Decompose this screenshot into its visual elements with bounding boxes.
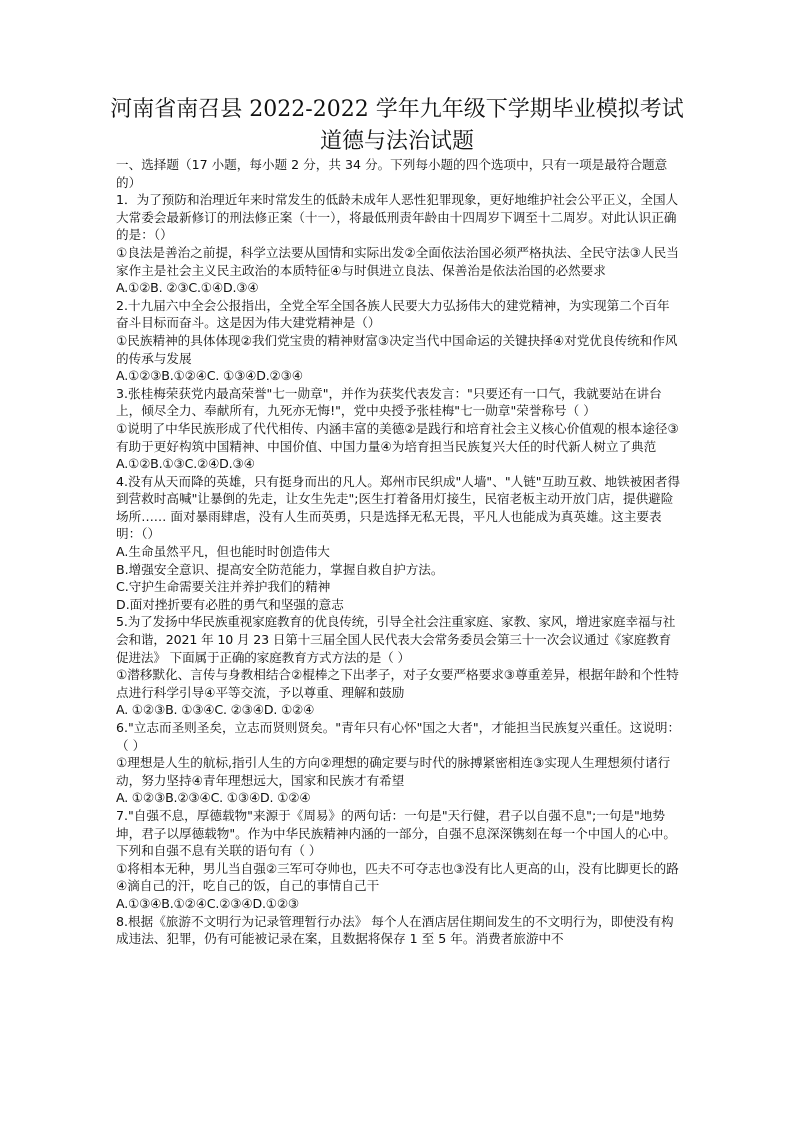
section-header: 一、选择题（17 小题，每小题 2 分，共 34 分。下列每小题的四个选项中，只有一项是最符合题意的） (116, 157, 668, 190)
question-options: A.①②B. ②③C.①④D.③④ (116, 280, 259, 296)
question-options: A.①②③B.①②④C. ①③④D.②③④ (116, 368, 303, 384)
question-stem: 1．为了预防和治理近年来时常发生的低龄未成年人恶性犯罪现象，更好地维护社会公平正义，全国人大常委会最新修订的刑法修正案（十一），将最低刑责年龄由十四周岁下调至十二周岁。对此认识正确的是：（） (116, 192, 679, 243)
question-stem: 2.十九届六中全会公报指出，全党全军全国各族人民要大力弘扬伟大的建党精神，为实现第二个百年奋斗目标而奋斗。这是因为伟大建党精神是（） (116, 297, 670, 331)
question-1 (116, 191, 682, 297)
question-items: ①理想是人生的航标,指引人生的方向②理想的确定要与时代的脉搏紧密相连③实现人生理想须付诸行动，努力坚持④青年理想远大，国家和民族才有希望 (116, 755, 671, 788)
question-stem: 8.根据《旅游不文明行为记录管理暂行办法》 每个人在酒店居住期间发生的不文明行为，即使没有构成违法、犯罪，仍有可能被记录在案，且数据将保存 1 至 5 年。消费者旅游中不 (116, 913, 674, 947)
exam-content (116, 156, 682, 948)
question-options: A.①②B.①③C.②④D.③④ (116, 456, 255, 472)
question-items: ①潜移默化、言传与身教相结合②棍棒之下出孝子，对子女要严格要求③尊重差异，根据年龄和个性特点进行科学引导④平等交流，予以尊重、理解和鼓励 (116, 667, 679, 700)
question-options: A. ①②③B. ①③④C. ②③④D. ①②④ (116, 702, 315, 718)
question-3 (116, 385, 682, 473)
exam-subtitle: 道德与法治试题 (319, 129, 474, 154)
question-4 (116, 473, 682, 614)
question-options: A.①③④B.①②④C.②③④D.①②③ (116, 895, 300, 911)
question-items: ①说明了中华民族形成了代代相传、内涵丰富的美德②是践行和培育社会主义核心价值观的根本途径③有助于更好构筑中国精神、中国价值、中国力量④为培育担当民族复兴大任的时代新人树立了典范 (116, 420, 679, 454)
question-stem: 4.没有从天而降的英雄，只有挺身而出的凡人。郑州市民织成"人墙"、"人链"互助互救、地铁被困者得到营救时高喊"让暴倒的先走，让女生先走";医生打着备用灯接生，民宿老板主动开放门店，提供避险场所…… 面对暴雨肆虐，没有人生而英勇，只是选择无私无畏，平凡人也能成为真英雄。这主要表明：（） (116, 473, 681, 542)
question-items: A.生命虽然平凡，但也能时时创造伟大 B.增强安全意识、提高安全防范能力，掌握自救自护方法。 C.守护生命需要关注并养护我们的精神 D.面对挫折要有必胜的勇气和坚强的意志 (116, 544, 444, 612)
question-2 (116, 297, 682, 385)
question-stem: 5.为了发扬中华民族重视家庭教育的优良传统，引导全社会注重家庭、家教、家风，增进家庭幸福与社会和谐，2021 年 10 月 23 日第十三届全国人民代表大会常务委员会第三十一次会议通过《家庭教育促进法》 下面属于正确的家庭教育方式方法的是（ ） (116, 614, 676, 665)
question-options: A. ①②③B.②③④C. ①③④D. ①②④ (116, 790, 311, 806)
question-stem: 3.张桂梅荣获党内最高荣誉"七一勋章"，并作为获奖代表发言："只要还有一口气，我就要站在讲台上，倾尽全力、奉献所有，九死亦无悔!"，党中央授予张桂梅"七一勋章"荣誉称号（ ） (116, 385, 662, 419)
exam-title: 河南省南召县 2022-2022 学年九年级下学期毕业模拟考试 (110, 97, 684, 122)
question-items: ①将相本无种，男儿当自强②三军可夺帅也，匹夫不可夺志也③没有比人更高的山，没有比脚更长的路④滴自己的汗，吃自己的饭，自己的事情自己干 (116, 860, 679, 894)
question-5 (116, 613, 682, 719)
question-6 (116, 719, 682, 807)
question-8 (116, 913, 682, 948)
question-items: ①民族精神的具体体现②我们党宝贵的精神财富③决定当代中国命运的关键抉择④对党优良传统和作风的传承与发展 (116, 332, 678, 366)
question-items: ①良法是善治之前提，科学立法要从国情和实际出发②全面依法治国必须严格执法、全民守法③人民当家作主是社会主义民主政治的本质特征④与时俱进立良法、保善治是依法治国的必然要求 (116, 244, 679, 278)
question-stem: 7."自强不息，厚德载物"来源于《周易》的两句话：一句是"天行健，君子以自强不息";一句是"地势坤，君子以厚德载物"。作为中华民族精神内涵的一部分，自强不息深深镌刻在每一个中国人的心中。 下列和自强不息有关联的语句有（ ） (116, 807, 680, 859)
question-stem: 6."立志而圣则圣矣，立志而贤则贤矣。"青年只有心怀"国之大者"，才能担当民族复兴重任。这说明：（ ） (116, 720, 681, 753)
question-7 (116, 807, 682, 913)
